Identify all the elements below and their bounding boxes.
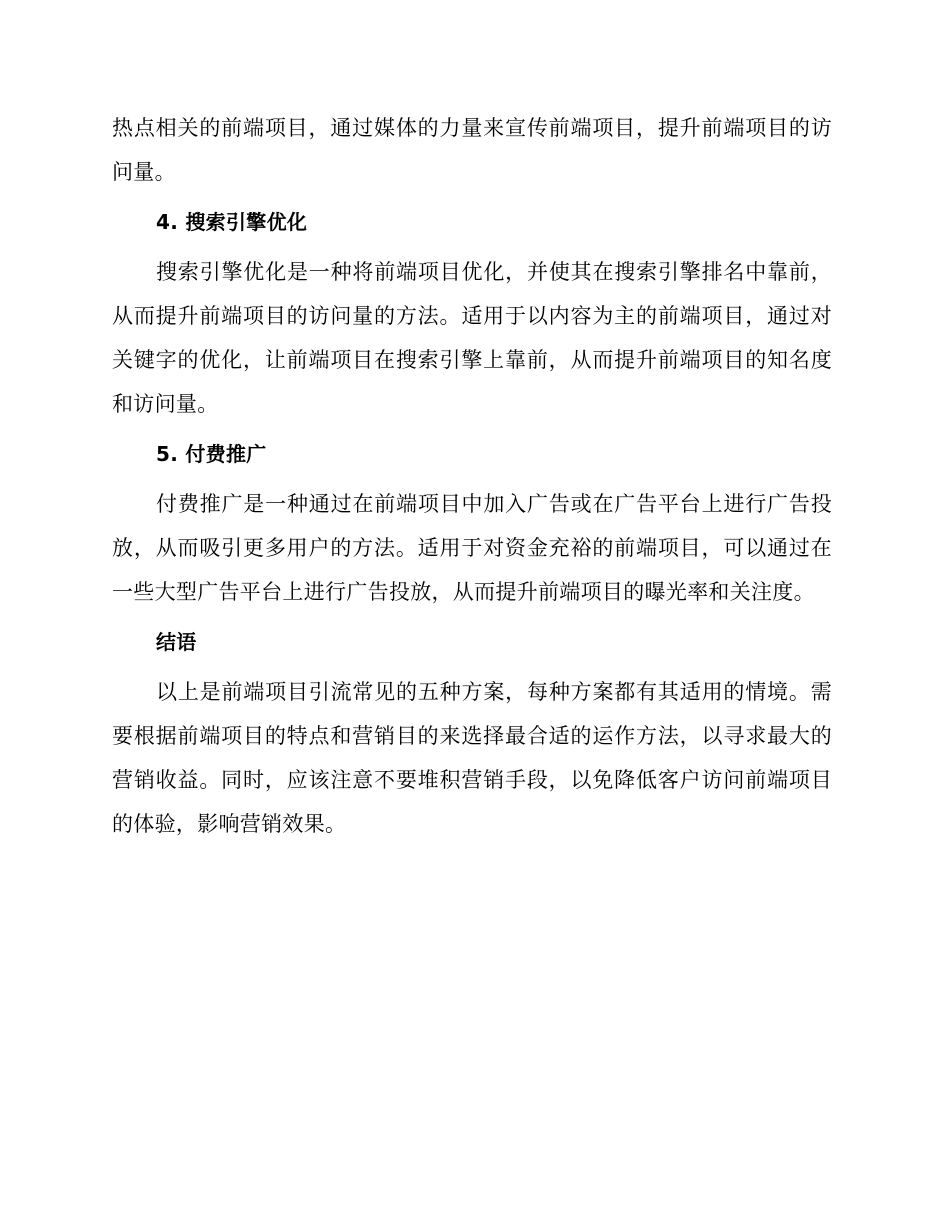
paragraph-seo: 搜索引擎优化是一种将前端项目优化，并使其在搜索引擎排名中靠前，从而提升前端项目的访问量的方法。适用于以内容为主的前端项目，通过对关键字的优化，让前端项目在搜索引擎上靠前，从而提升前端项目的知名度和访问量。 [112, 260, 832, 416]
paragraph-continuation: 热点相关的前端项目，通过媒体的力量来宣传前端项目，提升前端项目的访问量。 [112, 116, 832, 184]
section-heading-conclusion: 结语 [156, 630, 197, 654]
paragraph-paid-promotion: 付费推广是一种通过在前端项目中加入广告或在广告平台上进行广告投放，从而吸引更多用户的方法。适用于对资金充裕的前端项目，可以通过在一些大型广告平台上进行广告投放，从而提升前端项目的曝光率和关注度。 [112, 492, 832, 604]
paragraph-conclusion: 以上是前端项目引流常见的五种方案，每种方案都有其适用的情境。需要根据前端项目的特点和营销目的来选择最合适的运作方法，以寻求最大的营销收益。同时，应该注意不要堆积营销手段，以免降低客户访问前端项目的体验，影响营销效果。 [112, 680, 832, 836]
section-heading-seo: 4. 搜索引擎优化 [156, 210, 308, 234]
document-page [112, 106, 832, 852]
section-heading-paid-promotion: 5. 付费推广 [156, 442, 267, 466]
